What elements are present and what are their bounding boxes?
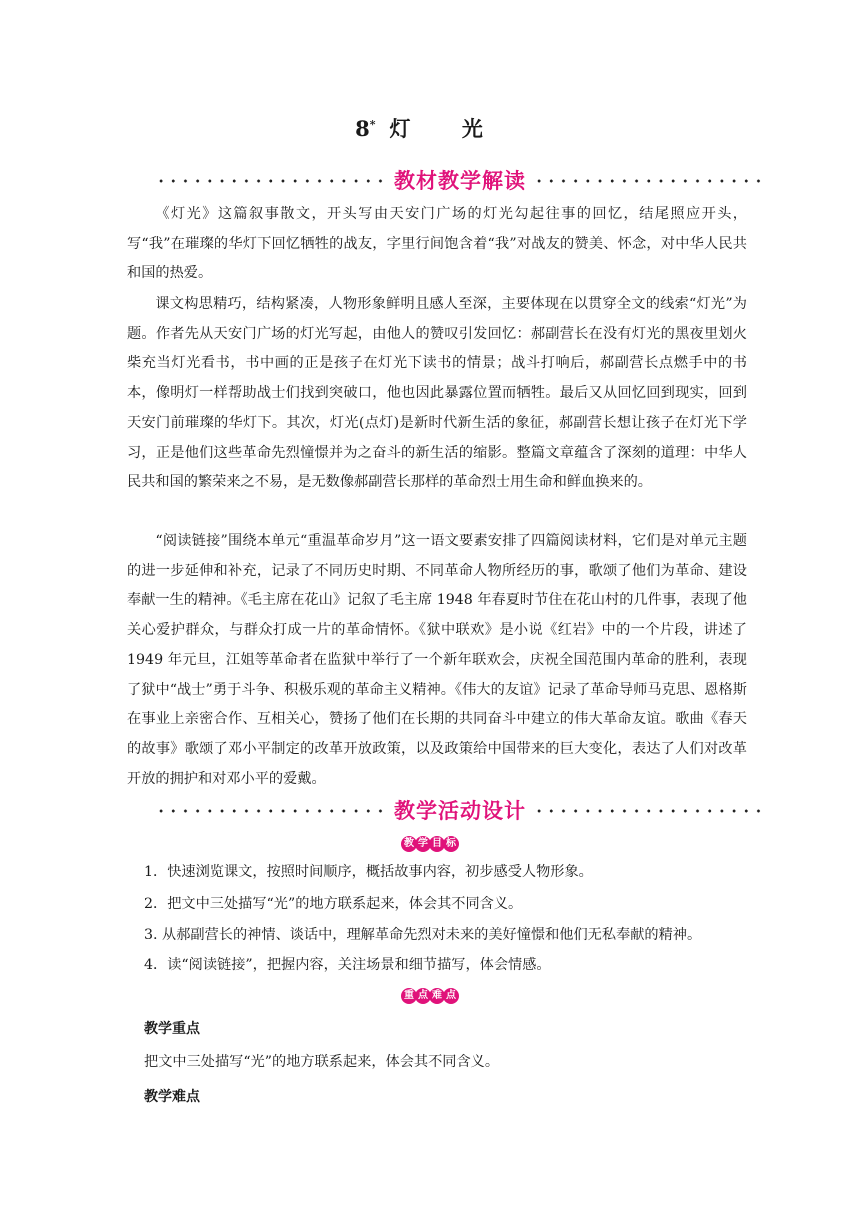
section-header-textbook <box>155 165 765 195</box>
badge-char: 学 <box>415 836 431 852</box>
badge-teaching-goals <box>0 831 860 852</box>
lesson-title: 灯 光 <box>389 116 505 141</box>
badge-char: 标 <box>443 836 459 852</box>
paragraph-2: 课文构思精巧，结构紧凑，人物形象鲜明且感人至深，主要体现在以贯穿全文的线索“灯光”为题。作者先从天安门广场的灯光写起，由他人的赞叹引发回忆：郝副营长在没有灯光的黑夜里划火柴充当灯光看书，书中画的正是孩子在灯光下读书的情景；战斗打响后，郝副营长点燃手中的书本，像明灯一样帮助战士们找到突破口，他也因此暴露位置而牺牲。最后又从回忆回到现实，回到天安门前璀璨的华灯下。其次，灯光(点灯)是新时代新生活的象征，郝副营长想让孩子在灯光下学习，正是他们这些革命先烈憧憬并为之奋斗的新生活的缩影。整篇文章蕴含了深刻的道理：中华人民共和国的繁荣来之不易，是无数像郝副营长那样的革命烈士用生命和鲜血换来的。 <box>127 296 747 491</box>
key-text: 把文中三处描写“光”的地方联系起来，体会其不同含义。 <box>144 1054 500 1070</box>
badge-char: 点 <box>443 988 459 1004</box>
badge-char: 重 <box>401 988 417 1004</box>
badge-char: 难 <box>429 988 445 1004</box>
lesson-marker: * <box>369 118 376 131</box>
dotted-rule-left <box>155 809 387 813</box>
badge-char: 目 <box>429 836 445 852</box>
difficulty-heading: 教学难点 <box>144 1089 200 1105</box>
badge-char: 点 <box>415 988 431 1004</box>
lesson-number: 8 <box>355 116 370 141</box>
page-title <box>0 113 860 143</box>
key-heading: 教学重点 <box>144 1021 200 1037</box>
badge-char: 教 <box>401 836 417 852</box>
goal-item: 4．读“阅读链接”，把握内容，关注场景和细节描写，体会情感。 <box>144 957 551 973</box>
section-heading: 教学活动设计 <box>394 799 526 823</box>
goal-item: 3. 从郝副营长的神情、谈话中，理解革命先烈对未来的美好憧憬和他们无私奉献的精神。 <box>144 927 702 943</box>
paragraph-1: 《灯光》这篇叙事散文，开头写由天安门广场的灯光勾起往事的回忆，结尾照应开头，写“我”在璀璨的华灯下回忆牺牲的战友，字里行间饱含着“我”对战友的赞美、怀念，对中华人民共和国的热爱。 <box>127 206 747 282</box>
dotted-rule-right <box>533 809 765 813</box>
goal-item: 2．把文中三处描写“光”的地方联系起来，体会其不同含义。 <box>144 896 523 912</box>
dotted-rule-right <box>533 179 765 183</box>
section-header-activity <box>155 795 765 825</box>
goal-item: 1．快速浏览课文，按照时间顺序，概括故事内容，初步感受人物形象。 <box>144 864 593 880</box>
paragraph-3: “阅读链接”围绕本单元“重温革命岁月”这一语文要素安排了四篇阅读材料，它们是对单元主题的进一步延伸和补充，记录了不同历史时期、不同革命人物所经历的事，歌颂了他们为革命、建设奉献一生的精神。《毛主席在花山》记叙了毛主席 1948 年春夏时节住在花山村的几件事，表现了他关心爱护群众，与群众打成一片的革命情怀。《狱中联欢》是小说《红岩》中的一个片段，讲述了 1949 年元旦，江姐等革命者在监狱中举行了一个新年联欢会，庆祝全国范围内革命的胜利，表现了狱中“战士”勇于斗争、积极乐观的革命主义精神。《伟大的友谊》记录了革命导师马克思、恩格斯在事业上亲密合作、互相关心，赞扬了他们在长期的共同奋斗中建立的伟大革命友谊。歌曲《春天的故事》歌颂了邓小平制定的改革开放政策，以及政策给中国带来的巨大变化，表达了人们对改革开放的拥护和对邓小平的爱戴。 <box>127 533 747 787</box>
section-heading: 教材教学解读 <box>394 169 526 193</box>
dotted-rule-left <box>155 179 387 183</box>
badge-key-points <box>0 983 860 1004</box>
